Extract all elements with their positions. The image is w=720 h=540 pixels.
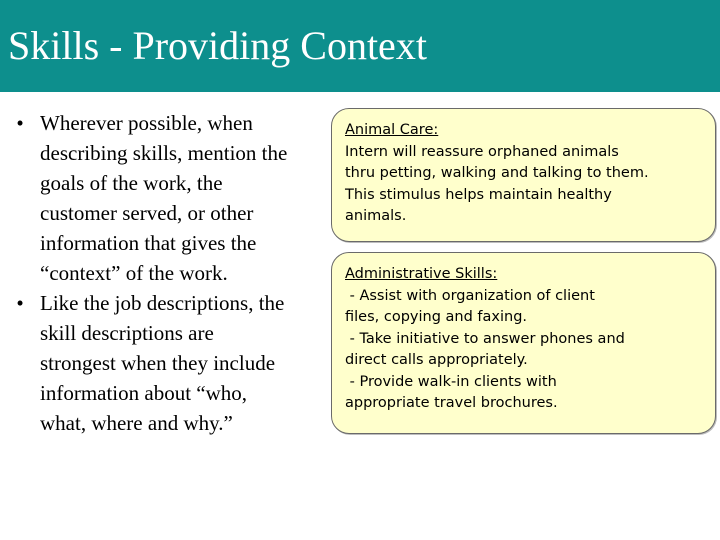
callout-line: direct calls appropriately. <box>345 352 528 368</box>
bullet-item <box>8 288 330 438</box>
callout-line: This stimulus helps maintain healthy <box>345 186 612 203</box>
bullet-line: goals of the work, the <box>40 171 223 195</box>
bullet-line: information about “who, <box>40 381 248 405</box>
callout-line: thru petting, walking and talking to them. <box>345 165 649 181</box>
callout-heading: Animal Care: <box>345 122 439 138</box>
bullet-line: describing skills, mention the <box>40 141 288 165</box>
callout-heading: Administrative Skills: <box>345 266 498 282</box>
bullet-line: Wherever possible, when <box>40 111 253 135</box>
callout-administrative-skills <box>331 252 716 434</box>
callout-animal-care <box>331 108 716 242</box>
bullet-line: skill descriptions are <box>40 321 214 345</box>
callout-line: files, copying and faxing. <box>345 309 528 325</box>
callout-line: Intern will reassure orphaned animals <box>345 143 619 160</box>
title-bar <box>0 0 720 92</box>
slide-title: Skills - Providing Context <box>8 23 427 68</box>
bullet-dot-icon: • <box>16 291 24 315</box>
callout-line: - Take initiative to answer phones and <box>345 330 625 347</box>
bullet-line: information that gives the <box>40 231 257 255</box>
bullet-item <box>8 108 330 288</box>
bullet-line: strongest when they include <box>40 351 276 375</box>
bullet-list <box>8 108 330 438</box>
bullet-line: Like the job descriptions, the <box>40 291 285 315</box>
bullet-line: “context” of the work. <box>40 261 228 285</box>
callout-line: - Provide walk-in clients with <box>345 373 557 390</box>
bullet-line: customer served, or other <box>40 201 254 225</box>
bullet-dot-icon: • <box>16 111 24 135</box>
callout-line: animals. <box>345 208 407 224</box>
callout-line: - Assist with organization of client <box>345 287 595 304</box>
callout-line: appropriate travel brochures. <box>345 395 558 411</box>
bullet-line: what, where and why.” <box>40 411 233 435</box>
